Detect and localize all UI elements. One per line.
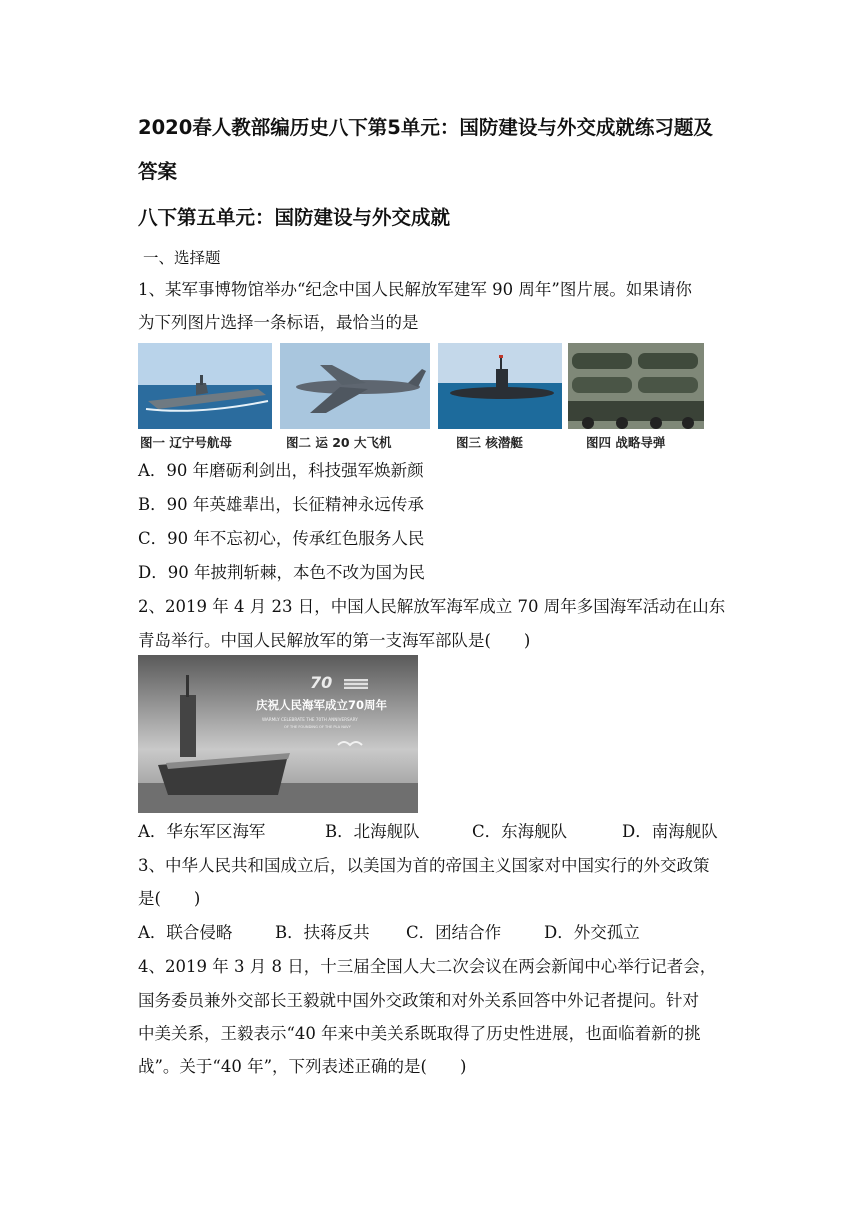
carrier-photo (138, 343, 272, 429)
q2-stem-line1: 2、2019 年 4 月 23 日，中国人民解放军海军成立 70 周年多国海军活动在山东 (138, 597, 726, 616)
navy-anniversary-poster (138, 655, 418, 813)
q1-option-d[interactable]: D．90 年披荆斩棘，本色不改为国为民 (138, 563, 425, 582)
q2-stem-line2: 青岛举行。中国人民解放军的第一支海军部队是( ) (138, 631, 531, 650)
q4-stem-line3: 中美关系，王毅表示“40 年来中美关系既取得了历史性进展，也面临着新的挑 (138, 1024, 701, 1043)
q1-option-c[interactable]: C．90 年不忘初心，传承红色服务人民 (138, 529, 425, 548)
document-title-line2: 答案 (138, 160, 178, 183)
q1-caption-2: 图二 运 20 大飞机 (286, 435, 392, 450)
missile-photo (568, 343, 704, 429)
q1-option-b[interactable]: B．90 年英雄辈出，长征精神永远传承 (138, 495, 424, 514)
poster-headline: 庆祝人民海军成立70周年 (256, 698, 388, 712)
section-heading: 一、选择题 (143, 249, 221, 267)
submarine-photo (438, 343, 562, 429)
poster-subline-2: OF THE FOUNDING OF THE PLA NAVY (284, 725, 351, 729)
q2-option-d[interactable]: D．南海舰队 (622, 822, 718, 841)
document-title-line1: 2020春人教部编历史八下第5单元：国防建设与外交成就练习题及 (138, 116, 713, 139)
q3-stem-line2: 是( ) (138, 889, 201, 908)
q2-option-a[interactable]: A．华东军区海军 (138, 822, 266, 841)
q1-caption-4: 图四 战略导弹 (586, 435, 666, 450)
q4-stem-line4: 战”。关于“40 年”，下列表述正确的是( ) (138, 1057, 467, 1076)
poster-subline-1: WARMLY CELEBRATE THE 70TH ANNIVERSARY (262, 717, 358, 722)
q1-image-strip (138, 343, 708, 455)
q3-option-a[interactable]: A．联合侵略 (138, 923, 233, 942)
q4-stem-line1: 4、2019 年 3 月 8 日，十三届全国人大二次会议在两会新闻中心举行记者会， (138, 957, 717, 976)
q4-stem-line2: 国务委员兼外交部长王毅就中国外交政策和对外关系回答中外记者提问。针对 (138, 991, 699, 1010)
q3-option-c[interactable]: C．团结合作 (406, 923, 502, 942)
q1-stem-line1: 1、某军事博物馆举办“纪念中国人民解放军建军 90 周年”图片展。如果请你 (138, 280, 692, 299)
q1-caption-3: 图三 核潜艇 (456, 435, 523, 450)
unit-heading: 八下第五单元：国防建设与外交成就 (138, 206, 451, 229)
q1-stem-line2: 为下列图片选择一条标语，最恰当的是 (138, 313, 419, 332)
q1-option-a[interactable]: A．90 年磨砺利剑出，科技强军焕新颜 (138, 461, 424, 480)
q2-option-b[interactable]: B．北海舰队 (325, 822, 420, 841)
q3-option-d[interactable]: D．外交孤立 (544, 923, 640, 942)
q2-option-c[interactable]: C．东海舰队 (472, 822, 568, 841)
q3-option-b[interactable]: B．扶蒋反共 (275, 923, 370, 942)
poster-badge: 70 (310, 673, 333, 692)
q1-caption-1: 图一 辽宁号航母 (140, 435, 232, 450)
transport-plane-photo (280, 343, 430, 429)
q3-stem-line1: 3、中华人民共和国成立后，以美国为首的帝国主义国家对中国实行的外交政策 (138, 856, 710, 875)
